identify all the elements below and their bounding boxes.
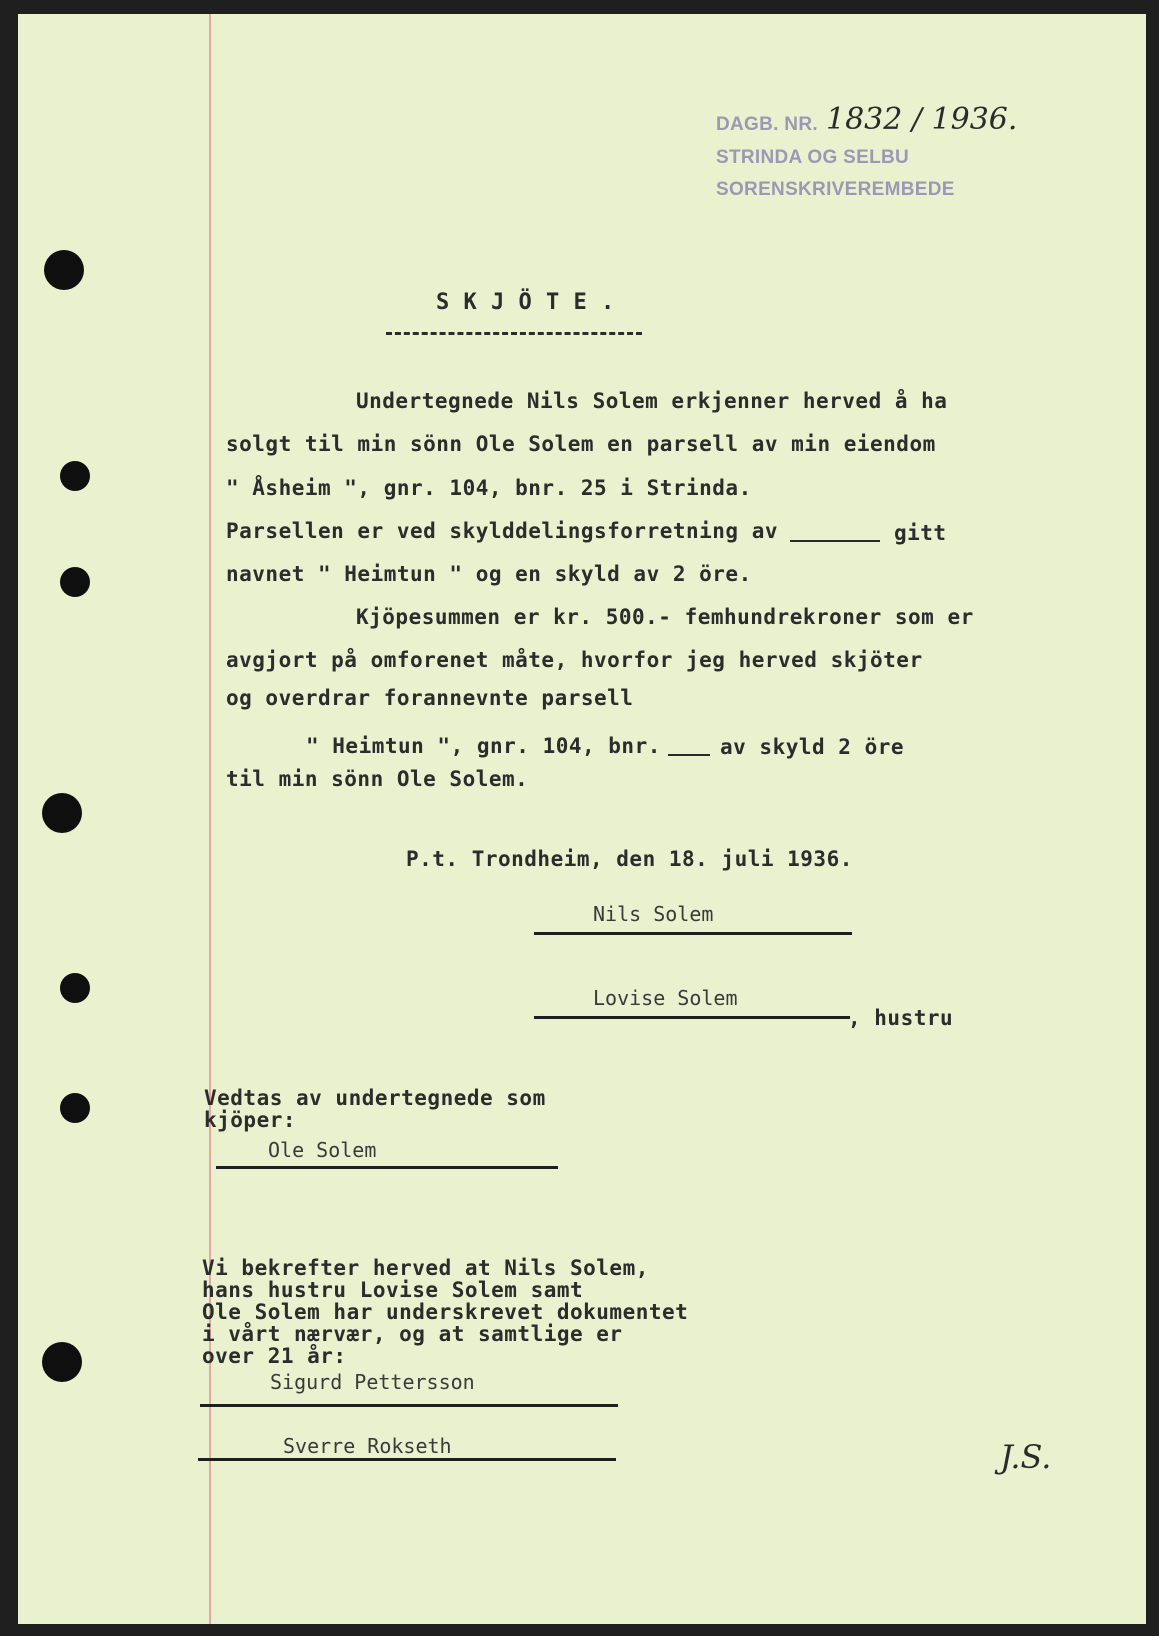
stamp-registry-label: DAGB. NR.: [716, 114, 818, 135]
signature-line: [534, 932, 852, 935]
seller-signature: Nils Solem: [593, 902, 714, 926]
body-line: avgjort på omforenet måte, hvorfor jeg herved skjöter: [226, 648, 923, 672]
punch-hole: [60, 973, 90, 1003]
document-page: [18, 14, 1146, 1624]
witness-2-signature: Sverre Rokseth: [283, 1434, 452, 1458]
blank-line: [668, 754, 710, 756]
punch-hole: [42, 793, 82, 833]
stamp-registry-number: 1832 / 1936.: [826, 102, 1018, 137]
signature-line: [198, 1458, 616, 1461]
punch-hole: [60, 1093, 90, 1123]
signature-line: [216, 1166, 558, 1169]
handwritten-initials: J.S.: [1000, 1438, 1052, 1476]
body-line: " Heimtun ", gnr. 104, bnr.: [306, 734, 661, 758]
punch-hole: [60, 567, 90, 597]
blank-line: [790, 540, 880, 542]
stamp-office-line: STRINDA OG SELBU: [716, 147, 910, 168]
body-line: Kjöpesummen er kr. 500.- femhundrekroner som er: [356, 605, 974, 629]
witness-text: i vårt nærvær, og at samtlige er: [202, 1322, 623, 1346]
witness-text: Vi bekrefter herved at Nils Solem,: [202, 1256, 649, 1280]
stamp-office-name: SORENSKRIVEREMBEDE: [716, 179, 955, 200]
punch-hole: [44, 250, 84, 290]
body-line: gitt: [894, 521, 947, 545]
margin-line: [209, 14, 211, 1624]
punch-hole: [42, 1342, 82, 1382]
body-line: Undertegnede Nils Solem erkjenner herved å ha: [356, 389, 948, 413]
witness-text: Ole Solem har underskrevet dokumentet: [202, 1300, 689, 1324]
document-title: S K J Ö T E .: [436, 290, 615, 315]
wife-role: , hustru: [848, 1006, 954, 1030]
body-line: solgt til min sönn Ole Solem en parsell av min eiendom: [226, 432, 936, 456]
witness-text: hans hustru Lovise Solem samt: [202, 1278, 584, 1302]
title-underline: [386, 332, 642, 335]
punch-hole: [60, 461, 90, 491]
buyer-intro: kjöper:: [204, 1108, 297, 1132]
place-date: P.t. Trondheim, den 18. juli 1936.: [406, 847, 853, 871]
signature-line: [534, 1016, 850, 1019]
body-line: navnet " Heimtun " og en skyld av 2 öre.: [226, 562, 752, 586]
body-line: " Åsheim ", gnr. 104, bnr. 25 i Strinda.: [226, 476, 752, 500]
body-line: og overdrar forannevnte parsell: [226, 686, 634, 710]
buyer-signature: Ole Solem: [268, 1138, 377, 1162]
body-line: til min sönn Ole Solem.: [226, 767, 529, 791]
signature-line: [200, 1404, 618, 1407]
wife-signature: Lovise Solem: [593, 986, 738, 1010]
witness-1-signature: Sigurd Pettersson: [270, 1370, 475, 1394]
body-line: Parsellen er ved skylddelingsforretning av: [226, 519, 779, 543]
witness-text: over 21 år:: [202, 1344, 347, 1368]
body-line: av skyld 2 öre: [720, 735, 905, 759]
buyer-intro: Vedtas av undertegnede som: [204, 1086, 546, 1110]
